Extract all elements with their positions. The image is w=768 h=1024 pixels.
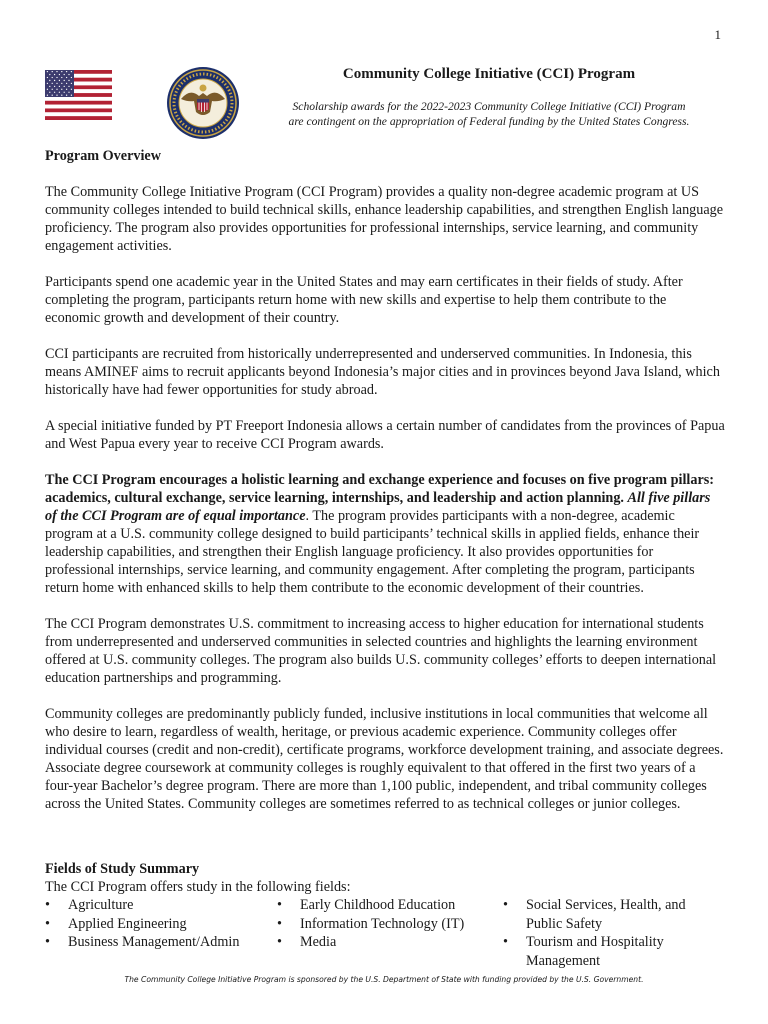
fields-of-study-intro: The CCI Program offers study in the following fields: bbox=[45, 879, 351, 895]
funding-disclaimer-line-1: Scholarship awards for the 2022-2023 Community College Initiative (CCI) Program bbox=[292, 100, 686, 113]
overview-paragraph-2: Participants spend one academic year in the United States and may earn certificates in their fields of study. After completing the program, participants return home with new skills and expertise to help them contribute to the economic growth and development of their country. bbox=[45, 274, 683, 326]
equal-importance-statement: All five pillars of the CCI Program are of equal importance bbox=[45, 490, 711, 524]
overview-paragraph-3: CCI participants are recruited from historically underrepresented and underserved communities. In Indonesia, this means AMINEF aims to recruit applicants beyond Indonesia’s major cities and in provinces beyond Java Island, which historically have had fewer opportunities for study abroad. bbox=[45, 346, 720, 398]
fields-list bbox=[45, 896, 725, 976]
list-item: • Early Childhood Education bbox=[277, 896, 497, 915]
list-item: • Agriculture bbox=[45, 896, 270, 915]
list-item: • Media bbox=[277, 933, 497, 952]
list-item: • Social Services, Health, and Public Safety bbox=[503, 896, 718, 933]
program-overview-heading: Program Overview bbox=[45, 148, 161, 164]
pillars-statement: The CCI Program encourages a holistic learning and exchange experience and focuses on five program pillars: academics, cultural exchange, service learning, internships, and leadership and action planning. bbox=[45, 472, 715, 506]
program-overview-section bbox=[45, 147, 725, 813]
fields-of-study-section bbox=[45, 860, 725, 976]
funding-disclaimer bbox=[250, 99, 728, 129]
sponsor-footer: The Community College Initiative Program is sponsored by the U.S. Department of State with funding provided by the U.S. Government. bbox=[124, 975, 644, 984]
program-description: . The program provides participants with a non-degree, academic program at a U.S. community college designed to build participants’ technical skills in applied fields, enhance their leadership capabilities, and strengthen their English language proficiency. It also provides opportunities for professional internships, service learning, and community engagement. After completing the program, participants return home with enhanced skills to help them contribute to the economic development of their countries. bbox=[45, 508, 700, 596]
us-flag-icon bbox=[45, 70, 112, 120]
list-item: • Business Management/Admin bbox=[45, 933, 270, 952]
list-item: • Tourism and Hospitality Management bbox=[503, 933, 718, 970]
page-number: 1 bbox=[714, 27, 721, 42]
funding-disclaimer-line-2: are contingent on the appropriation of Federal funding by the United States Congress. bbox=[288, 115, 690, 128]
overview-paragraph-7: Community colleges are predominantly publicly funded, inclusive institutions in local communities that welcome all who desire to learn, regardless of wealth, heritage, or previous academic experience. Community colleges offer individual courses (credit and non-credit), certificate programs, workforce development training, and associate degrees. Associate degree coursework at community colleges is roughly equivalent to that offered in the first two years of a four-year Bachelor’s degree program. There are more than 1,100 public, independent, and tribal community colleges across the United States. Community colleges are sometimes referred to as technical colleges or junior colleges. bbox=[45, 706, 724, 812]
fields-column-3 bbox=[503, 896, 718, 970]
overview-paragraph-4: A special initiative funded by PT Freeport Indonesia allows a certain number of candidates from the provinces of Papua and West Papua every year to receive CCI Program awards. bbox=[45, 418, 725, 452]
fields-of-study-heading: Fields of Study Summary bbox=[45, 861, 200, 877]
overview-paragraph-5 bbox=[45, 471, 725, 597]
list-item: • Information Technology (IT) bbox=[277, 915, 497, 934]
document-title: Community College Initiative (CCI) Program bbox=[342, 66, 636, 82]
overview-paragraph-1: The Community College Initiative Program (CCI Program) provides a quality non-degree academic program at US community colleges intended to build technical skills, enhance leadership capabilities, and strengthen English language proficiency. The program also provides opportunities for professional internships, service learning, and community engagement activities. bbox=[45, 184, 724, 254]
list-item: • Applied Engineering bbox=[45, 915, 270, 934]
department-of-state-seal-icon bbox=[166, 66, 240, 140]
overview-paragraph-6: The CCI Program demonstrates U.S. commitment to increasing access to higher education for international students from underrepresented and underserved communities in selected countries and highlights the learning environment offered at U.S. community colleges. The program also builds U.S. community colleges’ efforts to deepen international education partnerships and programming. bbox=[45, 616, 717, 686]
fields-column-2 bbox=[277, 896, 497, 952]
fields-column-1 bbox=[45, 896, 270, 952]
